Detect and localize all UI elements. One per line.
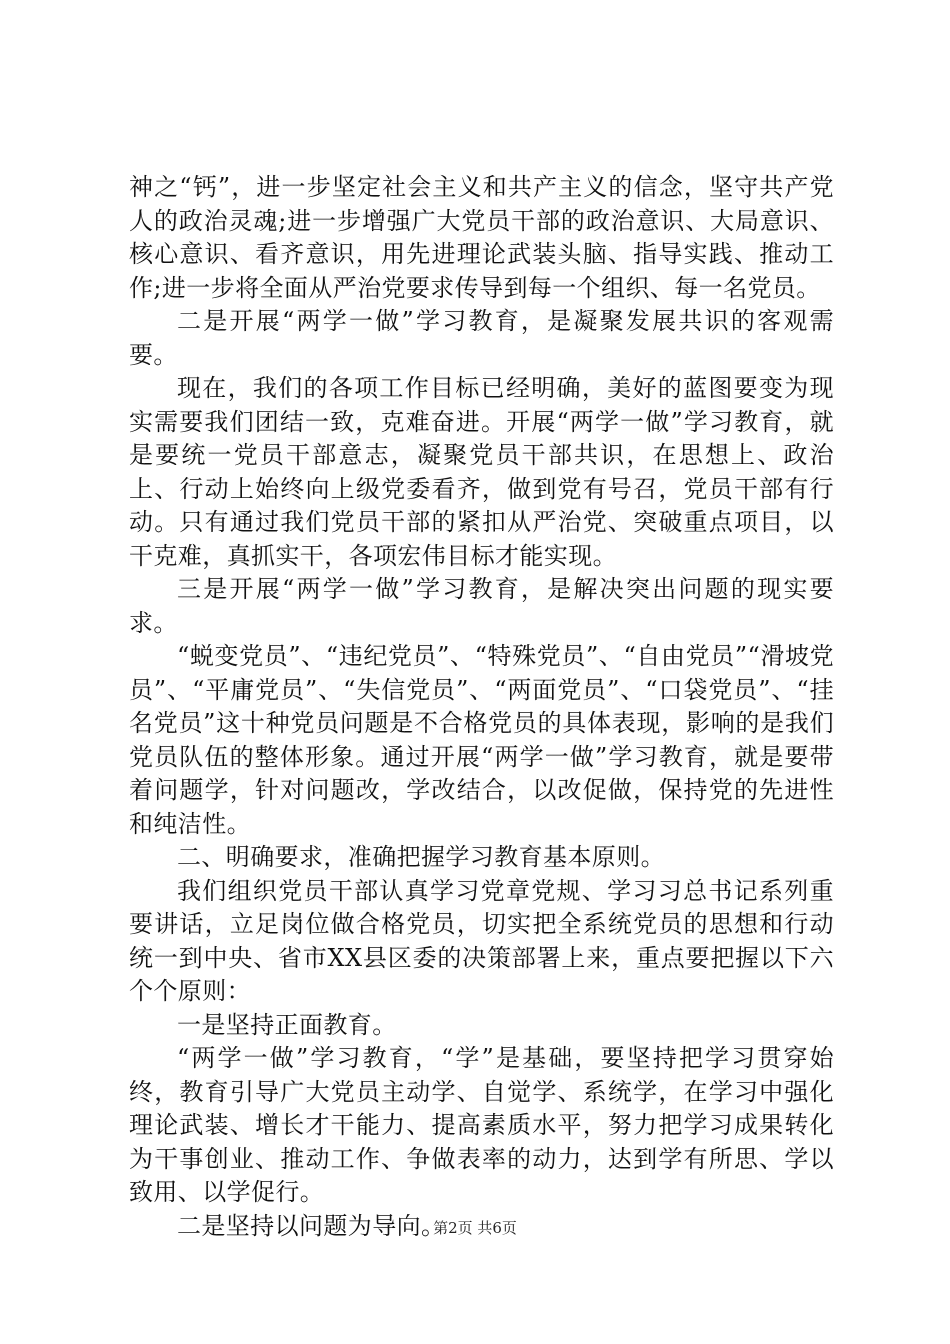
paragraph: “两学一做”学习教育，“学”是基础，要坚持把学习贯穿始终，教育引导广大党员主动学、自觉学、系统学，在学习中强化理论武装、增长才干能力、提高素质水平，努力把学习成果转化为干事创业、推动工作、争做表率的动力，达到学有所思、学以致用、以学促行。 — [129, 1044, 834, 1206]
document-body — [129, 171, 834, 1243]
section-heading: 二、明确要求，准确把握学习教育基本原则。 — [177, 843, 665, 871]
paragraph: 二是开展“两学一做”学习教育，是凝聚发展共识的客观需要。 — [129, 307, 834, 369]
paragraph: 现在，我们的各项工作目标已经明确，美好的蓝图要变为现实需要我们团结一致，克难奋进。开展“两学一做”学习教育，就是要统一党员干部意志，凝聚党员干部共识，在思想上、政治上、行动上始终向上级党委看齐，做到党有号召，党员干部有行动。只有通过我们党员干部的紧扣从严治党、突破重点项目，以干克难，真抓实干，各项宏伟目标才能实现。 — [129, 374, 834, 570]
paragraph: 三是开展“两学一做”学习教育，是解决突出问题的现实要求。 — [129, 575, 834, 637]
paragraph: 我们组织党员干部认真学习党章党规、学习习总书记系列重要讲话，立足岗位做合格党员，切实把全系统党员的思想和行动统一到中央、省市XX县区委的决策部署上来，重点要把握以下六个个原则： — [129, 876, 834, 1005]
paragraph: 一是坚持正面教育。 — [177, 1010, 397, 1039]
paragraph: “蜕变党员”、“违纪党员”、“特殊党员”、“自由党员”“滑坡党员”、“平庸党员”、“失信党员”、“两面党员”、“口袋党员”、“挂名党员”这十种党员问题是不合格党员的具体表现，影响的是我们党员队伍的整体形象。通过开展“两学一做”学习教育，就是要带着问题学，针对问题改，学改结合，以改促做，保持党的先进性和纯洁性。 — [129, 642, 834, 838]
paragraph: 神之“钙”，进一步坚定社会主义和共产主义的信念，坚守共产党人的政治灵魂;进一步增强广大党员干部的政治意识、大局意识、核心意识、看齐意识，用先进理论武装头脑、指导实践、推动工作;进一步将全面从严治党要求传导到每一个组织、每一名党员。 — [129, 173, 834, 302]
page-footer: 第2页 共6页 — [433, 1219, 517, 1237]
paragraph: 二是坚持以问题为导向。 — [177, 1211, 446, 1240]
